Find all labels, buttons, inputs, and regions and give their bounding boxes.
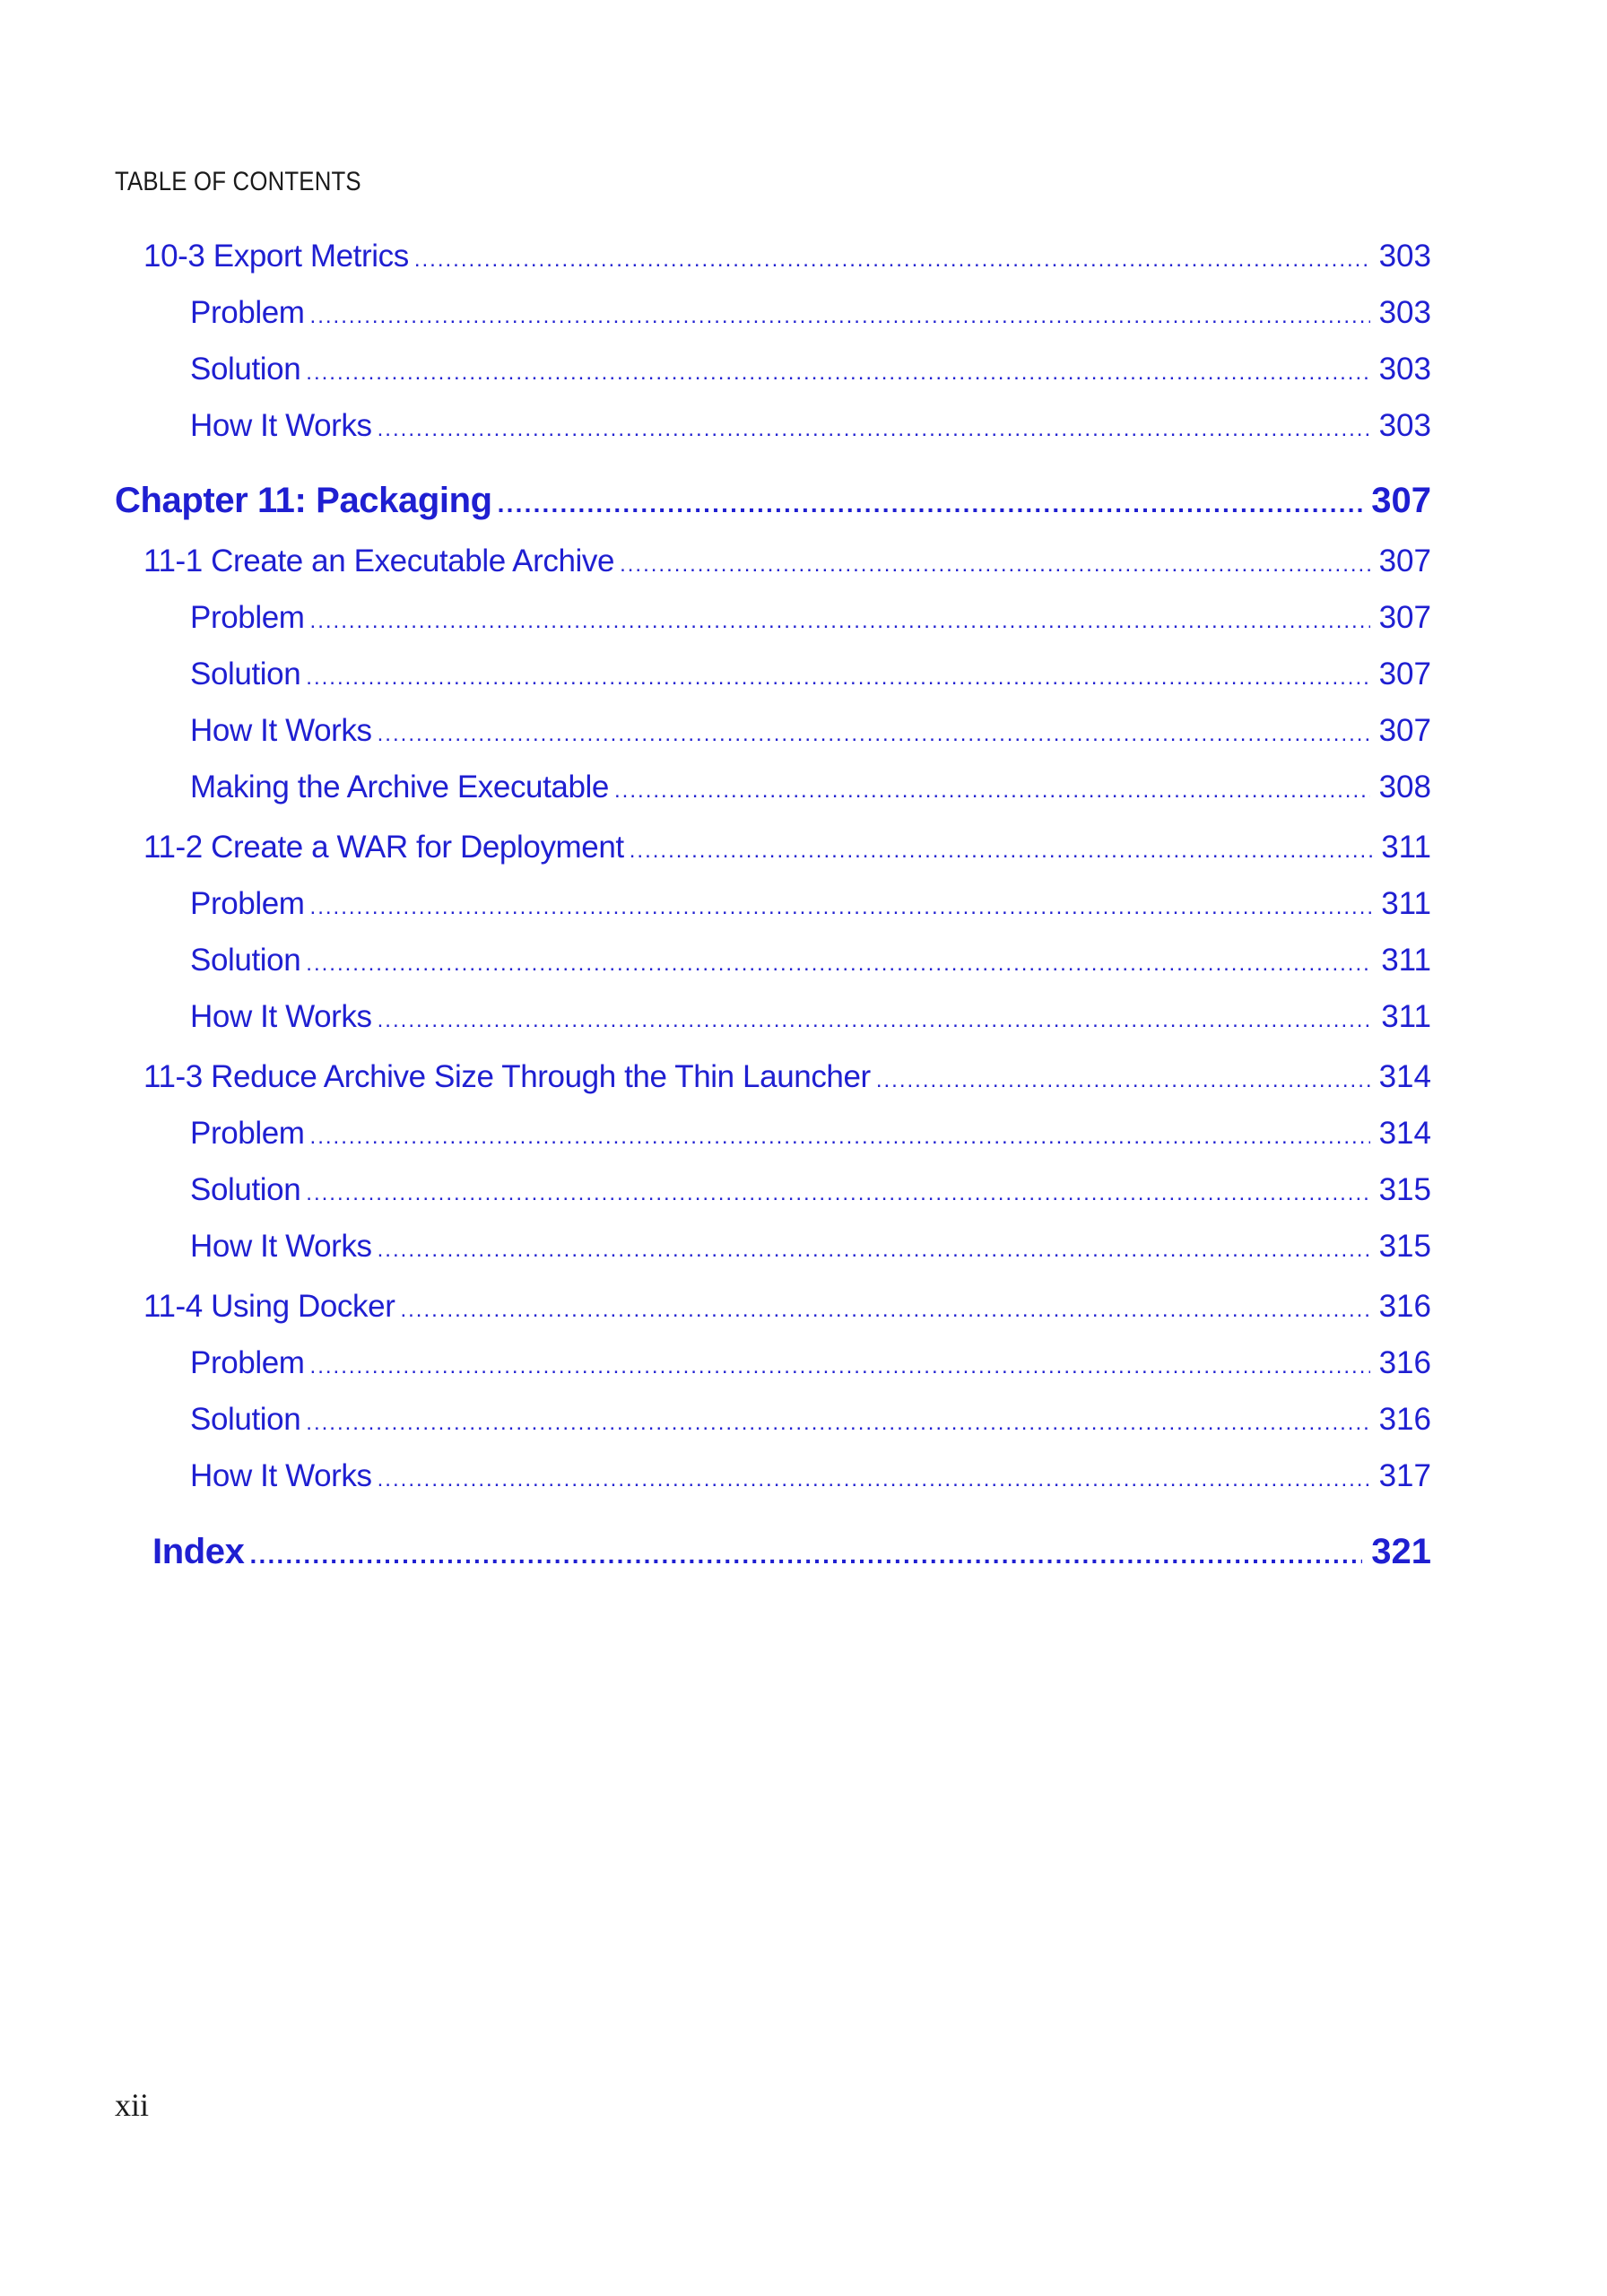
dot-leader [310, 609, 1370, 634]
toc-entry-solution[interactable] [190, 1172, 1431, 1208]
toc-entry-how-it-works[interactable] [190, 713, 1431, 749]
toc-entry-problem[interactable] [190, 600, 1431, 636]
toc-entry-page-number: 315 [1378, 1229, 1431, 1264]
toc-entry-page-number: 316 [1378, 1345, 1431, 1380]
toc-entry-solution[interactable] [190, 352, 1431, 387]
toc-entry-title: 11-2 Create a WAR for Deployment [143, 830, 624, 865]
toc-entry-page-number: 311 [1381, 886, 1431, 921]
toc-entry-page-number: 303 [1378, 352, 1431, 387]
toc-entry-problem[interactable] [190, 295, 1431, 331]
dot-leader [400, 1298, 1369, 1323]
toc-entry-title: Solution [190, 943, 301, 978]
toc-entry-how-it-works[interactable] [190, 1229, 1431, 1265]
toc-entry-title: Solution [190, 657, 301, 691]
toc-entry-title: Solution [190, 1172, 301, 1207]
toc-entry-title: Problem [190, 886, 305, 921]
toc-entry-page-number: 311 [1381, 999, 1431, 1034]
toc-entry-page-number: 311 [1381, 943, 1431, 978]
toc-entry-11-2-create-a-war-for-deployment[interactable] [143, 830, 1431, 865]
dot-leader [614, 778, 1370, 804]
toc-entry-making-the-archive-executable[interactable] [190, 770, 1431, 805]
toc-entry-title: Problem [190, 1116, 305, 1151]
toc-entry-page-number: 317 [1378, 1458, 1431, 1493]
toc-entry-problem[interactable] [190, 1345, 1431, 1381]
dot-leader [378, 1008, 1373, 1033]
toc-entry-how-it-works[interactable] [190, 999, 1431, 1035]
dot-leader [630, 839, 1372, 864]
toc-entry-title: 11-4 Using Docker [143, 1289, 395, 1324]
toc-entry-title: 10-3 Export Metrics [143, 239, 409, 274]
toc-entry-page-number: 307 [1378, 600, 1431, 635]
dot-leader [876, 1068, 1370, 1093]
dot-leader [378, 1467, 1370, 1492]
toc-entry-index[interactable] [152, 1532, 1431, 1572]
toc-entry-title: How It Works [190, 999, 372, 1034]
toc-entry-page-number: 307 [1371, 481, 1431, 520]
toc-entry-11-4-using-docker[interactable] [143, 1289, 1431, 1325]
toc-entry-title: Problem [190, 600, 305, 635]
dot-leader [306, 952, 1372, 977]
toc-entry-chapter-11-packaging[interactable] [115, 481, 1431, 521]
page-number-folio: xii [115, 2087, 150, 2123]
dot-leader [306, 1411, 1369, 1436]
toc-entry-title: How It Works [190, 1458, 372, 1493]
dot-leader [306, 665, 1369, 691]
toc-entry-page-number: 314 [1378, 1059, 1431, 1094]
toc-entry-title: Making the Archive Executable [190, 770, 610, 804]
toc-entry-title: 11-3 Reduce Archive Size Through the Thin Launcher [143, 1059, 871, 1094]
dot-leader [310, 895, 1373, 920]
dot-leader [378, 1238, 1370, 1263]
dot-leader [378, 417, 1370, 442]
toc-entry-title: Index [152, 1532, 245, 1571]
toc-entry-title: How It Works [190, 713, 372, 748]
dot-leader [306, 1181, 1369, 1206]
toc-entry-11-1-create-an-executable-archive[interactable] [143, 544, 1431, 579]
dot-leader [310, 304, 1370, 329]
dot-leader [378, 722, 1370, 747]
toc-entry-page-number: 307 [1378, 657, 1431, 691]
toc-entry-page-number: 314 [1378, 1116, 1431, 1151]
toc-entry-page-number: 303 [1378, 239, 1431, 274]
toc-entry-page-number: 316 [1378, 1402, 1431, 1437]
toc-entry-page-number: 307 [1378, 713, 1431, 748]
dot-leader [498, 490, 1363, 518]
toc-entry-how-it-works[interactable] [190, 408, 1431, 444]
toc-entry-title: Solution [190, 1402, 301, 1437]
toc-entry-title: 11-1 Create an Executable Archive [143, 544, 615, 578]
dot-leader [620, 552, 1370, 578]
toc-entry-title: How It Works [190, 408, 372, 443]
dot-leader [414, 248, 1370, 273]
toc-entry-solution[interactable] [190, 1402, 1431, 1438]
dot-leader [306, 361, 1369, 386]
toc-entry-problem[interactable] [190, 1116, 1431, 1152]
toc-entry-how-it-works[interactable] [190, 1458, 1431, 1494]
toc-entry-title: Solution [190, 352, 301, 387]
dot-leader [310, 1354, 1370, 1379]
toc-entry-title: Problem [190, 1345, 305, 1380]
dot-leader [249, 1541, 1362, 1570]
toc-entry-page-number: 311 [1381, 830, 1431, 865]
toc-entry-10-3-export-metrics[interactable] [143, 239, 1431, 274]
toc-entry-title: Chapter 11: Packaging [115, 481, 492, 520]
toc-entry-11-3-reduce-archive-size[interactable] [143, 1059, 1431, 1095]
toc-entry-page-number: 308 [1378, 770, 1431, 804]
toc-entry-problem[interactable] [190, 886, 1431, 922]
toc-entry-title: How It Works [190, 1229, 372, 1264]
toc-entry-solution[interactable] [190, 657, 1431, 692]
dot-leader [310, 1125, 1370, 1150]
toc-entry-page-number: 303 [1378, 295, 1431, 330]
toc-entry-page-number: 316 [1378, 1289, 1431, 1324]
toc-entry-title: Problem [190, 295, 305, 330]
running-head: TABLE OF CONTENTS [115, 167, 361, 196]
toc-entry-page-number: 321 [1371, 1532, 1431, 1571]
toc-entry-page-number: 307 [1378, 544, 1431, 578]
toc-entry-page-number: 303 [1378, 408, 1431, 443]
toc-entry-solution[interactable] [190, 943, 1431, 978]
toc-entry-page-number: 315 [1378, 1172, 1431, 1207]
